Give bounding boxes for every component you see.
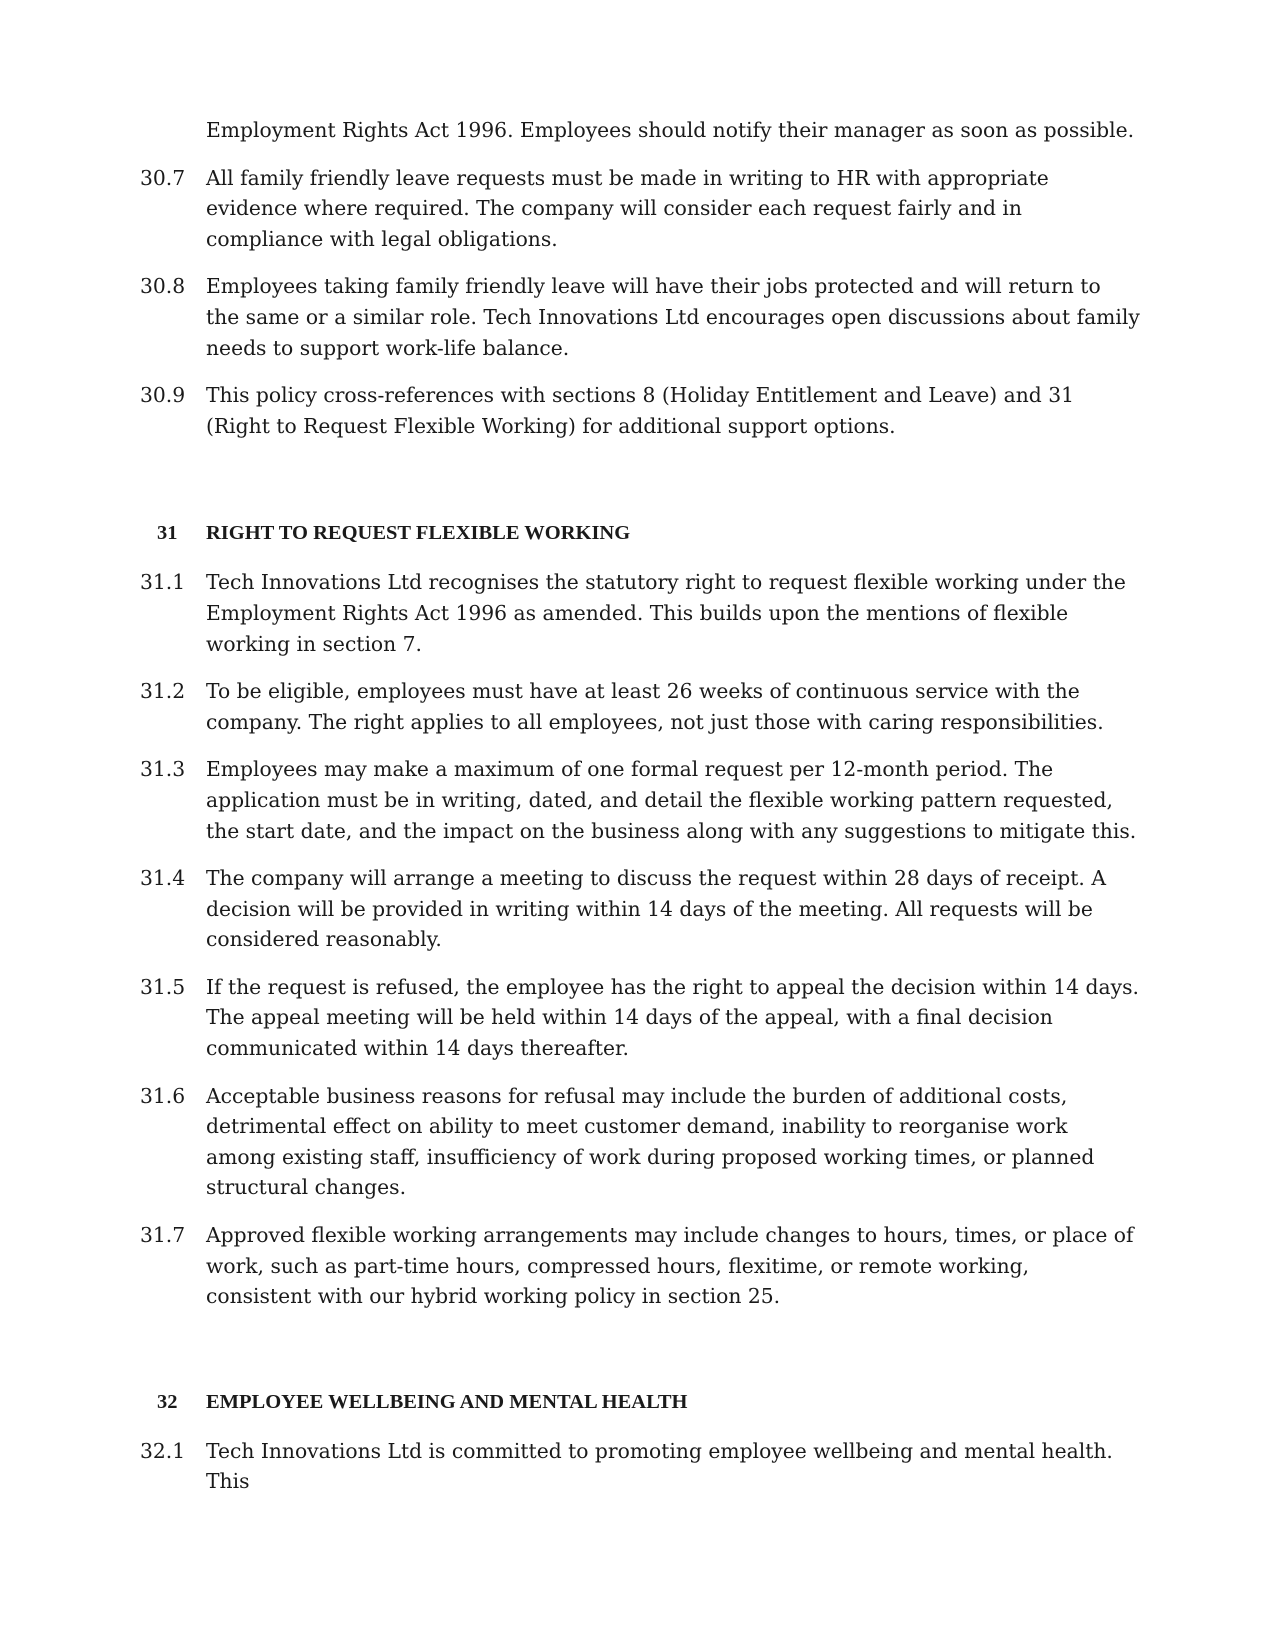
paragraph-number: 31.4 [140,866,186,891]
section-number: 32 [157,1390,178,1413]
paragraph-text: Approved flexible working arrangements may include changes to hours, times, or place of work, such as part-time hours, compressed hours, flexitime, or remote working, consistent with our hybrid working policy in section 25. [206,1223,1134,1309]
paragraph-number: 31.3 [140,757,186,782]
section-number: 31 [157,522,178,545]
paragraph-number: 30.8 [140,274,186,299]
paragraph-text: Tech Innovations Ltd recognises the statutory right to request flexible working under the Employment Rights Act 1996 as amended. This builds upon the mentions of flexible working in section 7. [206,570,1126,656]
paragraph-text: Employees may make a maximum of one formal request per 12-month period. The application must be in writing, dated, and detail the flexible working pattern requested, the start date, and the impact on the business along with any suggestions to mitigate this. [206,757,1137,843]
paragraph-31-1 [140,567,1140,659]
paragraph-text: This policy cross-references with sections 8 (Holiday Entitlement and Leave) and 31 (Right to Request Flexible Working) for additional support options. [206,383,1075,438]
paragraph-text: Acceptable business reasons for refusal may include the burden of additional costs, detrimental effect on ability to meet customer demand, inability to reorganise work among existing staff, insufficiency of work during proposed working times, or planned structural changes. [206,1083,1095,1200]
paragraph-text: To be eligible, employees must have at least 26 weeks of continuous service with the company. The right applies to all employees, not just those with caring responsibilities. [206,679,1104,734]
section-spacer [140,458,1140,518]
paragraph-number: 31.7 [140,1223,186,1248]
paragraph-31-3 [140,754,1140,846]
paragraph-number: 31.1 [140,570,186,595]
paragraph-continuation [140,115,1140,146]
paragraph-31-6 [140,1081,1140,1203]
paragraph-32-1 [140,1436,1140,1497]
paragraph-text: All family friendly leave requests must be made in writing to HR with appropriate evidence where required. The company will consider each request fairly and in compliance with legal obligations. [206,165,1049,251]
paragraph-30-8 [140,271,1140,363]
paragraph-30-9 [140,380,1140,441]
paragraph-31-5 [140,972,1140,1064]
section-title: EMPLOYEE WELLBEING AND MENTAL HEALTH [206,1390,688,1413]
paragraph-number: 30.7 [140,165,186,190]
paragraph-text: The company will arrange a meeting to discuss the request within 28 days of receipt. A decision will be provided in writing within 14 days of the meeting. All requests will be considered reasonably. [206,866,1106,952]
paragraph-text: Employment Rights Act 1996. Employees should notify their manager as soon as possible. [206,118,1135,142]
paragraph-number: 30.9 [140,383,186,408]
paragraph-number: 32.1 [140,1438,186,1463]
paragraph-31-7 [140,1220,1140,1312]
paragraph-number: 31.2 [140,679,186,704]
document-body [140,115,1140,1514]
paragraph-text: Employees taking family friendly leave will have their jobs protected and will return to the same or a similar role. Tech Innovations Ltd encourages open discussions about family needs to support work-life balance. [206,274,1140,360]
paragraph-text: Tech Innovations Ltd is committed to promoting employee wellbeing and mental health. This [206,1438,1113,1494]
section-heading-31 [140,518,1140,548]
section-spacer [140,1329,1140,1387]
section-heading-32 [140,1387,1140,1417]
paragraph-text: If the request is refused, the employee has the right to appeal the decision within 14 days. The appeal meeting will be held within 14 days of the appeal, with a final decision communicated within 14 days thereafter. [206,974,1139,1061]
paragraph-number: 31.6 [140,1083,186,1108]
section-title: RIGHT TO REQUEST FLEXIBLE WORKING [206,522,631,545]
paragraph-number: 31.5 [140,974,186,999]
paragraph-30-7 [140,163,1140,255]
paragraph-31-2 [140,676,1140,737]
paragraph-31-4 [140,863,1140,955]
